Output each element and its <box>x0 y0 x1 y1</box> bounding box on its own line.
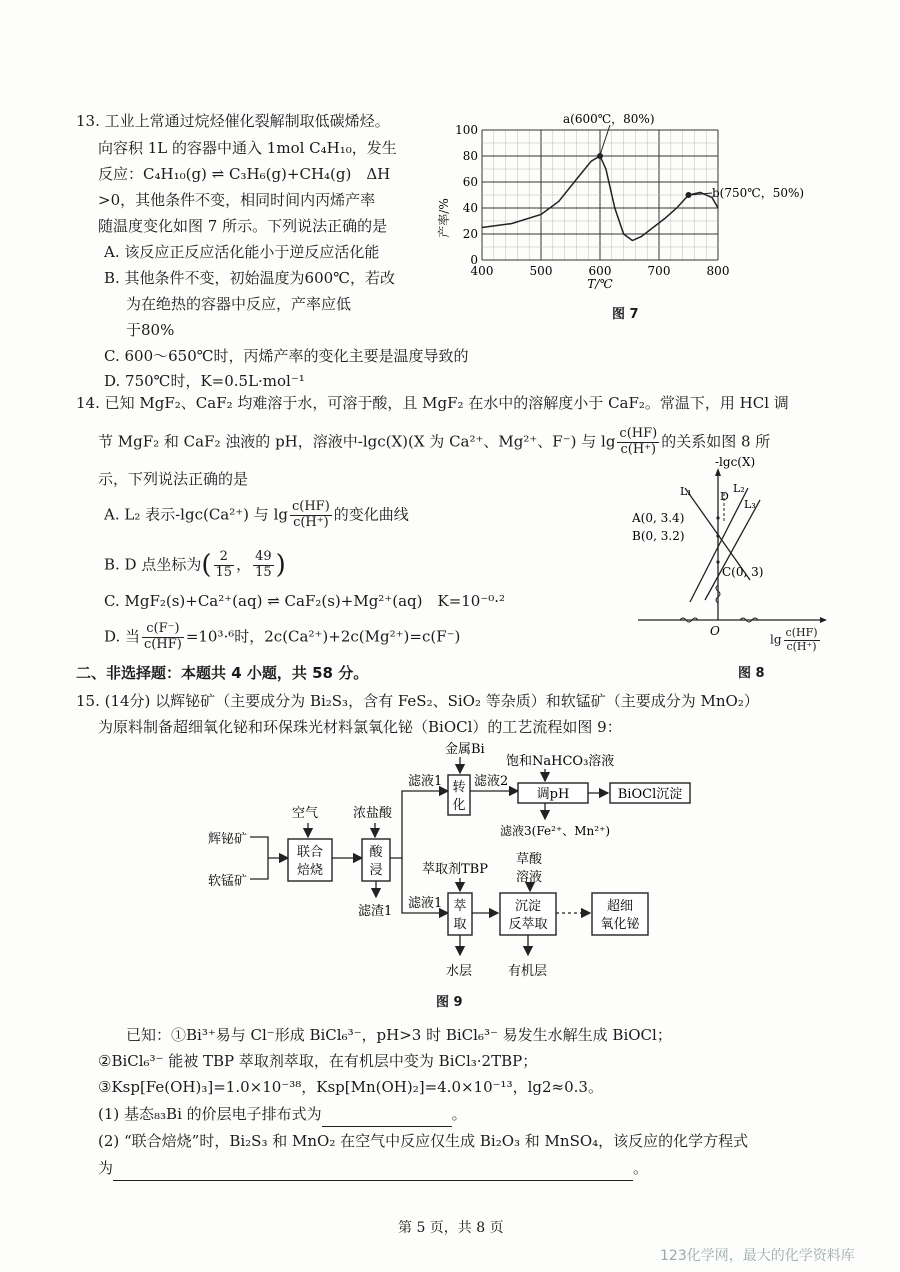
residue-label: 滤渣1 <box>358 904 393 919</box>
line-l3 <box>705 500 760 600</box>
oxalic-label-1: 草酸 <box>516 852 543 867</box>
q14-option-c: C. MgF₂(s)+Ca²⁺(aq) ⇌ CaF₂(s)+Mg²⁺(aq) K=10⁻⁰·² <box>104 592 506 610</box>
svg-text:酸: 酸 <box>369 845 383 860</box>
point-a-label: a(600℃，80%) <box>563 112 655 126</box>
svg-text:BiOCl沉淀: BiOCl沉淀 <box>617 787 683 802</box>
x-axis-arrow <box>820 617 827 623</box>
y-axis-arrow <box>715 468 721 476</box>
point-a-label: A(0, 3.4) <box>632 511 685 525</box>
line-l2 <box>690 488 748 602</box>
point-b-label: b(750℃，50%) <box>712 186 805 200</box>
x-tick-label: 700 <box>647 264 671 278</box>
q14-line-2b: 的关系如图 8 所 <box>661 432 771 451</box>
q13-option-b-cont2: 于80% <box>126 321 175 339</box>
x-tick-label: 400 <box>470 264 494 278</box>
svg-text:化: 化 <box>452 798 466 813</box>
q14-option-a: A. L₂ 表示-lgc(Ca²⁺) 与 lg $\frac{c(HF)}{c(H^+)}$ 的变化曲线 <box>104 499 409 530</box>
origin-label: O <box>710 624 720 638</box>
ore-pyrolusite: 软锰矿 <box>208 874 248 889</box>
point-c-marker <box>716 560 719 563</box>
svg-text:浸: 浸 <box>369 863 383 878</box>
svg-text:反萃取: 反萃取 <box>508 917 548 932</box>
filtrate3-label: 滤液3(Fe²⁺、Mn²⁺) <box>500 824 611 838</box>
y-tick-label: 20 <box>462 227 478 241</box>
y-tick-label: 60 <box>462 175 478 189</box>
q14-fraction-hf: $\frac{c(HF)}{c(H^+)}$ <box>619 426 658 457</box>
nahco3-label: 饱和NaHCO₃溶液 <box>506 754 615 769</box>
filtrate1-top-label: 滤液1 <box>408 774 443 789</box>
q15-line-1: 15. (14分) 以辉铋矿（主要成分为 Bi₂S₃，含有 FeS₂、SiO₂ 等杂质）和软锰矿（主要成分为 MnO₂） <box>76 692 759 710</box>
q13-option-a: A. 该反应正反应活化能小于逆反应活化能 <box>104 243 380 261</box>
filtrate1-bottom-label: 滤液1 <box>408 896 443 911</box>
line-l3-label: L₃ <box>744 498 756 511</box>
q15-sub-2: (2) “联合焙烧”时，Bi₂S₃ 和 MnO₂ 在空气中反应仅生成 Bi₂O₃ 和 MnSO₄，该反应的化学方程式 <box>98 1132 749 1150</box>
q13-line-4: >0，其他条件不变，相同时间内丙烯产率 <box>98 191 376 209</box>
q15-known-2: ②BiCl₆³⁻ 能被 TBP 萃取剂萃取，在有机层中变为 BiCl₃·2TBP； <box>98 1052 538 1070</box>
svg-text:调pH: 调pH <box>536 787 570 802</box>
q14-line-1: 14. 已知 MgF₂、CaF₂ 均难溶于水，可溶于酸，且 MgF₂ 在水中的溶解度小于 CaF₂。常温下，用 HCl 调 <box>76 394 789 412</box>
filtrate2-label: 滤液2 <box>474 774 509 789</box>
q14-option-d: D. 当 $\frac{c(F^-)}{c(HF)}$ =10³·⁶时，2c(Ca²⁺)+2c(Mg²⁺)=c(F⁻) <box>104 621 461 652</box>
y-tick-label: 0 <box>470 253 478 267</box>
point-d-label: D <box>720 490 729 503</box>
q15-sub-2b: 为 。 <box>98 1157 648 1181</box>
x-tick-label: 600 <box>588 264 612 278</box>
ore-bismuthinite: 辉铋矿 <box>208 832 248 847</box>
page-footer: 第 5 页，共 8 页 <box>398 1220 504 1236</box>
organic-layer-label: 有机层 <box>508 964 548 979</box>
x-axis-label: T/℃ <box>587 277 613 291</box>
arrow-upper-branch <box>390 791 448 858</box>
q13-line-5: 随温度变化如图 7 所示。下列说法正确的是 <box>98 217 388 235</box>
svg-text:转: 转 <box>452 780 466 795</box>
line-l1-label: L₁ <box>680 485 692 498</box>
x-tick-label: 500 <box>529 264 553 278</box>
y-axis-label: -lgc(X) <box>715 455 756 469</box>
q14-line-3: 示，下列说法正确的是 <box>98 470 249 488</box>
figure-8-caption: 图 8 <box>738 666 765 681</box>
figure-9-flowchart <box>190 735 730 995</box>
q14-line-2a: 节 MgF₂ 和 CaF₂ 浊液的 pH，溶液中-lgc(X)(X 为 Ca²⁺、Mg²⁺、F⁻) 与 lg <box>98 432 616 451</box>
point-b-label: B(0, 3.2) <box>632 529 685 543</box>
svg-text:萃: 萃 <box>453 899 467 914</box>
metal-bi-label: 金属Bi <box>445 742 485 757</box>
svg-text:取: 取 <box>453 917 467 932</box>
point-a-marker <box>716 516 719 519</box>
q13-option-c: C. 600～650℃时，丙烯产率的变化主要是温度导致的 <box>104 347 469 365</box>
chart-grid <box>482 130 718 260</box>
y-tick-label: 40 <box>462 201 478 215</box>
svg-text:超细: 超细 <box>606 899 634 914</box>
section-2-heading: 二、非选择题：本题共 4 小题，共 58 分。 <box>76 664 369 682</box>
q13-line-1: 13. 工业上常通过烷烃催化裂解制取低碳烯烃。 <box>76 112 390 130</box>
ore-join <box>250 837 268 879</box>
answer-blank-1[interactable] <box>322 1103 452 1127</box>
q14-line-2 <box>98 427 770 458</box>
x-tick-label: 800 <box>706 264 730 278</box>
q14-option-b: B. D 点坐标为( $\frac{2}{15}$ ， $\frac{49}{15}$ ) <box>104 549 286 580</box>
q15-line-2: 为原料制备超细氧化铋和环保珠光材料氯氧化铋（BiOCl）的工艺流程如图 9： <box>98 718 622 736</box>
q15-sub-1: (1) 基态₈₃Bi 的价层电子排布式为 。 <box>98 1103 467 1127</box>
svg-text:氧化铋: 氧化铋 <box>600 917 640 932</box>
figure-8-x-label: lg $\frac{c(HF)}{c(H^+)}$ <box>770 626 818 653</box>
q13-option-d: D. 750℃时，K=0.5L·mol⁻¹ <box>104 372 305 390</box>
y-tick-label: 100 <box>455 123 478 137</box>
line-l2-label: L₂ <box>733 482 745 495</box>
q13-line-3: 反应：C₄H₁₀(g) ⇌ C₃H₆(g)+CH₄(g) ΔH <box>98 165 391 183</box>
point-c-label: C(0, 3) <box>722 565 764 579</box>
tbp-label: 萃取剂TBP <box>422 862 488 877</box>
hcl-label: 浓盐酸 <box>353 806 393 821</box>
q15-known-1: 已知：①Bi³⁺易与 Cl⁻形成 BiCl₆³⁻，pH>3 时 BiCl₆³⁻ 易发生水解生成 BiOCl； <box>126 1026 672 1044</box>
y-axis-label: 产率/% <box>437 198 451 238</box>
watermark: 123化学网，最大的化学资料库 <box>660 1248 855 1264</box>
air-label: 空气 <box>292 806 319 821</box>
figure-9-caption: 图 9 <box>436 995 463 1010</box>
figure-7-caption: 图 7 <box>612 307 639 322</box>
svg-text:沉淀: 沉淀 <box>514 899 542 914</box>
chart-ticks <box>455 123 729 278</box>
q13-option-b-cont: 为在绝热的容器中反应，产率应低 <box>126 295 352 313</box>
answer-blank-2[interactable] <box>113 1157 633 1181</box>
q13-line-2: 向容积 1L 的容器中通入 1mol C₄H₁₀，发生 <box>98 139 397 157</box>
oxalic-label-2: 溶液 <box>516 870 543 885</box>
q13-option-b: B. 其他条件不变，初始温度为600℃，若改 <box>104 269 395 287</box>
point-b-marker <box>716 534 719 537</box>
figure-7-chart <box>437 100 805 310</box>
y-tick-label: 80 <box>462 149 478 163</box>
svg-text:焙烧: 焙烧 <box>296 863 324 878</box>
svg-text:联合: 联合 <box>296 845 324 860</box>
q15-known-3: ③Ksp[Fe(OH)₃]=1.0×10⁻³⁸，Ksp[Mn(OH)₂]=4.0×10⁻¹³，lg2≈0.3。 <box>98 1078 603 1096</box>
water-layer-label: 水层 <box>446 964 473 979</box>
